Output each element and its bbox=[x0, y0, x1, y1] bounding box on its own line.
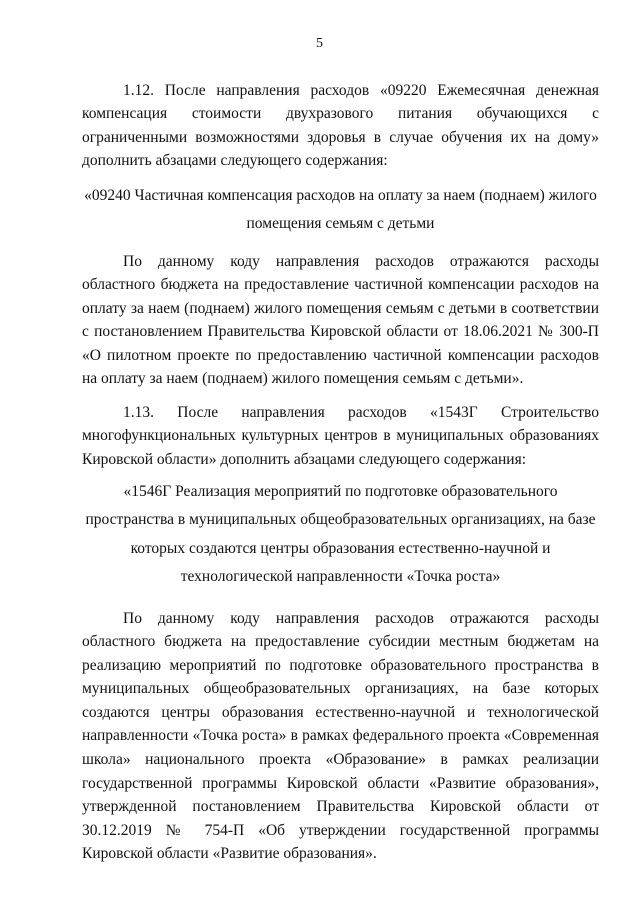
paragraph-09240-description: По данному коду направления расходов отражаются расходы областного бюджета на предоставление частичной компенсации расходов на оплату за наем (поднаем) жилого помещения семьям с детьми в соответствии с постановлением Правительства Кировской области от 18.06.2021 № 300-П «О пилотном проекте по предоставлению частичной компенсации расходов на оплату за наем (поднаем) жилого помещения семьям с детьми». bbox=[82, 252, 599, 388]
heading-1546g: «1546Г Реализация мероприятий по подготовке образовательного пространства в муниципальных общеобразовательных организациях, на базе которых создаются центры образования естественно-научной и технологической направленности «Точка роста» bbox=[85, 482, 596, 585]
paragraph-1-13: 1.13. После направления расходов «1543Г Строительство многофункциональных культурных центров в муниципальных образованиях Кировской области» дополнить абзацами следующего содержания: bbox=[82, 403, 599, 468]
page-number: 5 bbox=[316, 36, 323, 51]
heading-09240: «09240 Частичная компенсация расходов на оплату за наем (поднаем) жилого помещения семьям с детьми bbox=[84, 186, 597, 232]
paragraph-1546g-description: По данному коду направления расходов отражаются расходы областного бюджета на предоставление субсидии местным бюджетам на реализацию мероприятий по подготовке образовательного пространства в муниципальных общеобразовательных организациях, на базе которых создаются центры образования естественно-научной и технологической направленности «Точка роста» в рамках федерального проекта «Современная школа» национального проекта «Образование» в рамках реализации государственной программы Кировской области «Развитие образования», утвержденной постановлением Правительства Кировской области от 30.12.2019 № 754-П «Об утверждении государственной программы Кировской области «Развитие образования». bbox=[82, 609, 599, 863]
paragraph-1-12: 1.12. После направления расходов «09220 Ежемесячная денежная компенсация стоимости двухразового питания обучающихся с ограниченными возможностями здоровья в случае обучения их на дому» дополнить абзацами следующего содержания: bbox=[82, 81, 599, 170]
